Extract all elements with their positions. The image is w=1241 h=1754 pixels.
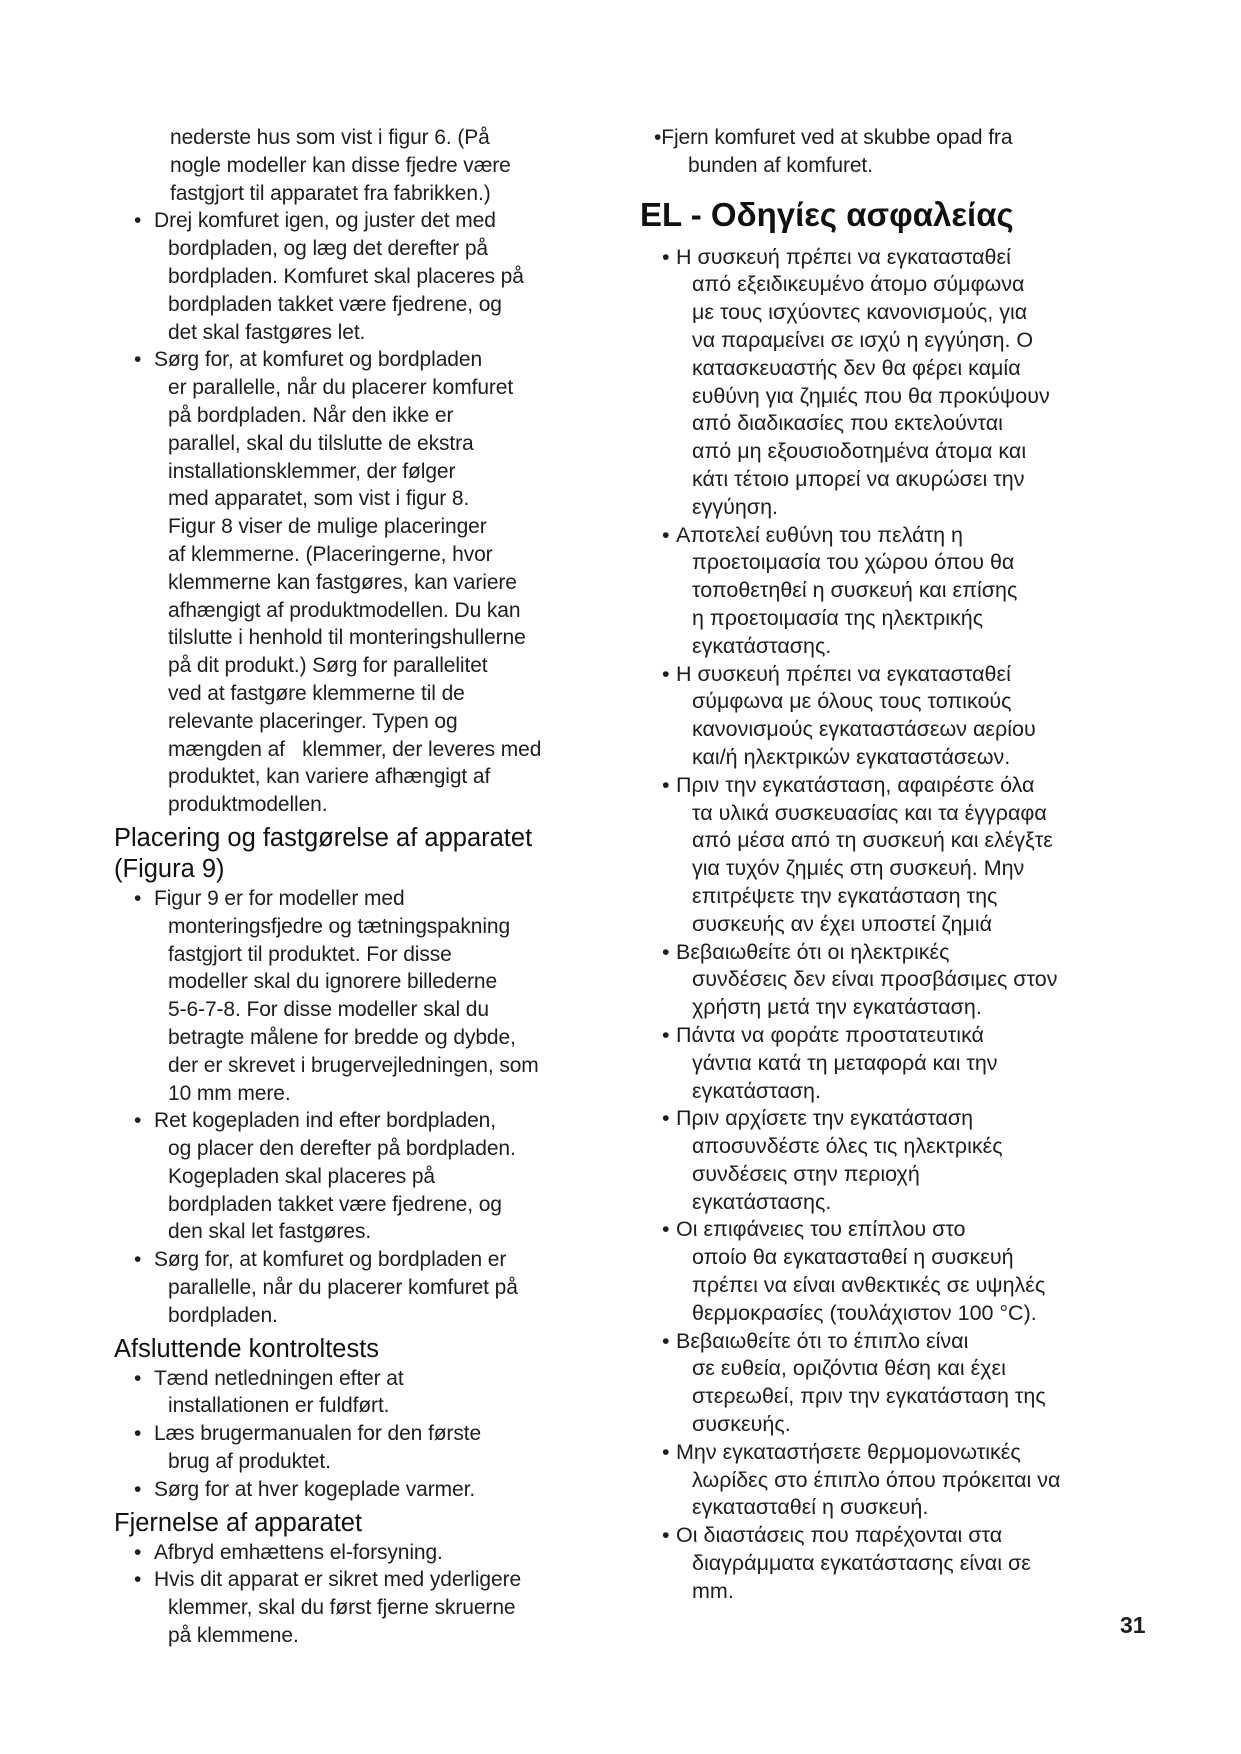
list-item: • Afbryd emhættens el-forsyning. [114,1539,634,1567]
list-item: • Βεβαιωθείτε ότι οι ηλεκτρικές συνδέσεις δεν είναι προσβάσιμες στον χρήστη μετά την εγκατάσταση. [640,939,1140,1022]
greek-bullet-list [640,244,1140,1606]
list-item: • Μην εγκαταστήσετε θερμομονωτικές λωρίδες στο έπιπλο όπου πρόκειται να εγκατασταθεί η συσκευή. [640,1439,1140,1522]
greek-safety-heading: EL - Οδηγίες ασφαλείας [640,195,1014,233]
list-item: • Hvis dit apparat er sikret med yderligere klemmer, skal du først fjerne skruerne på klemmene. [114,1566,634,1649]
list-item: • Η συσκευή πρέπει να εγκατασταθεί από εξειδικευμένο άτομο σύμφωνα με τους ισχύοντες κανονισμούς, για να παραμείνει σε ισχύ η εγγύηση. Ο κατασκευαστής δεν θα φέρει καμία ευθύνη για ζημιές που θα προκύψουν από διαδικασίες που εκτελούνται από μη εξουσιοδοτημένα άτομα και κάτι τέτοιο μπορεί να ακυρώσει την εγγύηση. [640,244,1140,522]
right-column [640,124,1140,1606]
list-item: • Πριν αρχίσετε την εγκατάσταση αποσυνδέστε όλες τις ηλεκτρικές συνδέσεις στην περιοχή εγκατάστασης. [640,1105,1140,1216]
list-item: • Sørg for, at komfuret og bordpladen er parallelle, når du placerer komfuret på bordpladen. Når den ikke er parallel, skal du tilslutte de ekstra installationsklemmer, der følger med apparatet, som vist i figur 8. Figur 8 viser de mulige placeringer af klemmerne. (Placeringerne, hvor klemmerne kan fastgøres, kan variere afhængigt af produktmodellen. Du kan tilslutte i henhold til monteringshullerne på dit produkt.) Sørg for parallelitet ved at fastgøre klemmerne til de relevante placeringer. Typen og mængden af klemmer, der leveres med produktet, kan variere afhængigt af produktmodellen. [114,346,634,819]
list-item: • Η συσκευή πρέπει να εγκατασταθεί σύμφωνα με όλους τους τοπικούς κανονισμούς εγκαταστάσεων αερίου και/ή ηλεκτρικών εγκαταστάσεων. [640,661,1140,772]
remove-note: •Fjern komfuret ved at skubbe opad fra bunden af komfuret. [654,126,1013,177]
list-item: • Figur 9 er for modeller med monteringsfjedre og tætningspakning fastgjort til produktet. For disse modeller skal du ignorere billederne 5-6-7-8. For disse modeller skal du betragte målene for bredde og dybde, der er skrevet i brugervejledningen, som 10 mm mere. [114,885,634,1107]
bullet-list-1 [114,207,634,819]
left-column [114,124,634,1650]
list-item: • Βεβαιωθείτε ότι το έπιπλο είναι σε ευθεία, οριζόντια θέση και έχει στερεωθεί, πριν την εγκατάσταση της συσκευής. [640,1328,1140,1439]
bullet-list-4 [114,1539,634,1650]
list-item: • Tænd netledningen efter at installationen er fuldført. [114,1365,634,1421]
intro-paragraph: nederste hus som vist i figur 6. (På nogle modeller kan disse fjedre være fastgjort til apparatet fra fabrikken.) [170,126,511,205]
list-item: • Αποτελεί ευθύνη του πελάτη η προετοιμασία του χώρου όπου θα τοποθετηθεί η συσκευή και επίσης η προετοιμασία της ηλεκτρικής εγκατάστασης. [640,522,1140,661]
list-item: • Πριν την εγκατάσταση, αφαιρέστε όλα τα υλικά συσκευασίας και τα έγγραφα από μέσα από τη συσκευή και ελέγξτε για τυχόν ζημιές στη συσκευή. Μην επιτρέψετε την εγκατάσταση της συσκευής αν έχει υποστεί ζημιά [640,772,1140,939]
list-item: • Οι διαστάσεις που παρέχονται στα διαγράμματα εγκατάστασης είναι σε mm. [640,1522,1140,1605]
list-item: • Drej komfuret igen, og juster det med bordpladen, og læg det derefter på bordpladen. Komfuret skal placeres på bordpladen takket være fjedrene, og det skal fastgøres let. [114,207,634,346]
list-item: • Sørg for, at komfuret og bordpladen er parallelle, når du placerer komfuret på bordpladen. [114,1246,634,1329]
list-item: • Οι επιφάνειες του επίπλου στο οποίο θα εγκατασταθεί η συσκευή πρέπει να είναι ανθεκτικές σε υψηλές θερμοκρασίες (τουλάχιστον 100 °C). [640,1216,1140,1327]
section-heading-final-tests: Afsluttende kontroltests [114,1334,380,1363]
list-item: • Læs brugermanualen for den første brug af produktet. [114,1420,634,1476]
section-heading-placement: Placering og fastgørelse af apparatet (Figura 9) [114,823,533,883]
bullet-list-2 [114,885,634,1330]
list-item: • Ret kogepladen ind efter bordpladen, og placer den derefter på bordpladen. Kogepladen skal placeres på bordpladen takket være fjedrene, og den skal let fastgøres. [114,1107,634,1246]
section-heading-removal: Fjernelse af apparatet [114,1508,363,1537]
list-item: • Πάντα να φοράτε προστατευτικά γάντια κατά τη μεταφορά και την εγκατάσταση. [640,1022,1140,1105]
list-item: • Sørg for at hver kogeplade varmer. [114,1476,634,1504]
page-number: 31 [1120,1612,1146,1638]
bullet-list-3 [114,1365,634,1504]
